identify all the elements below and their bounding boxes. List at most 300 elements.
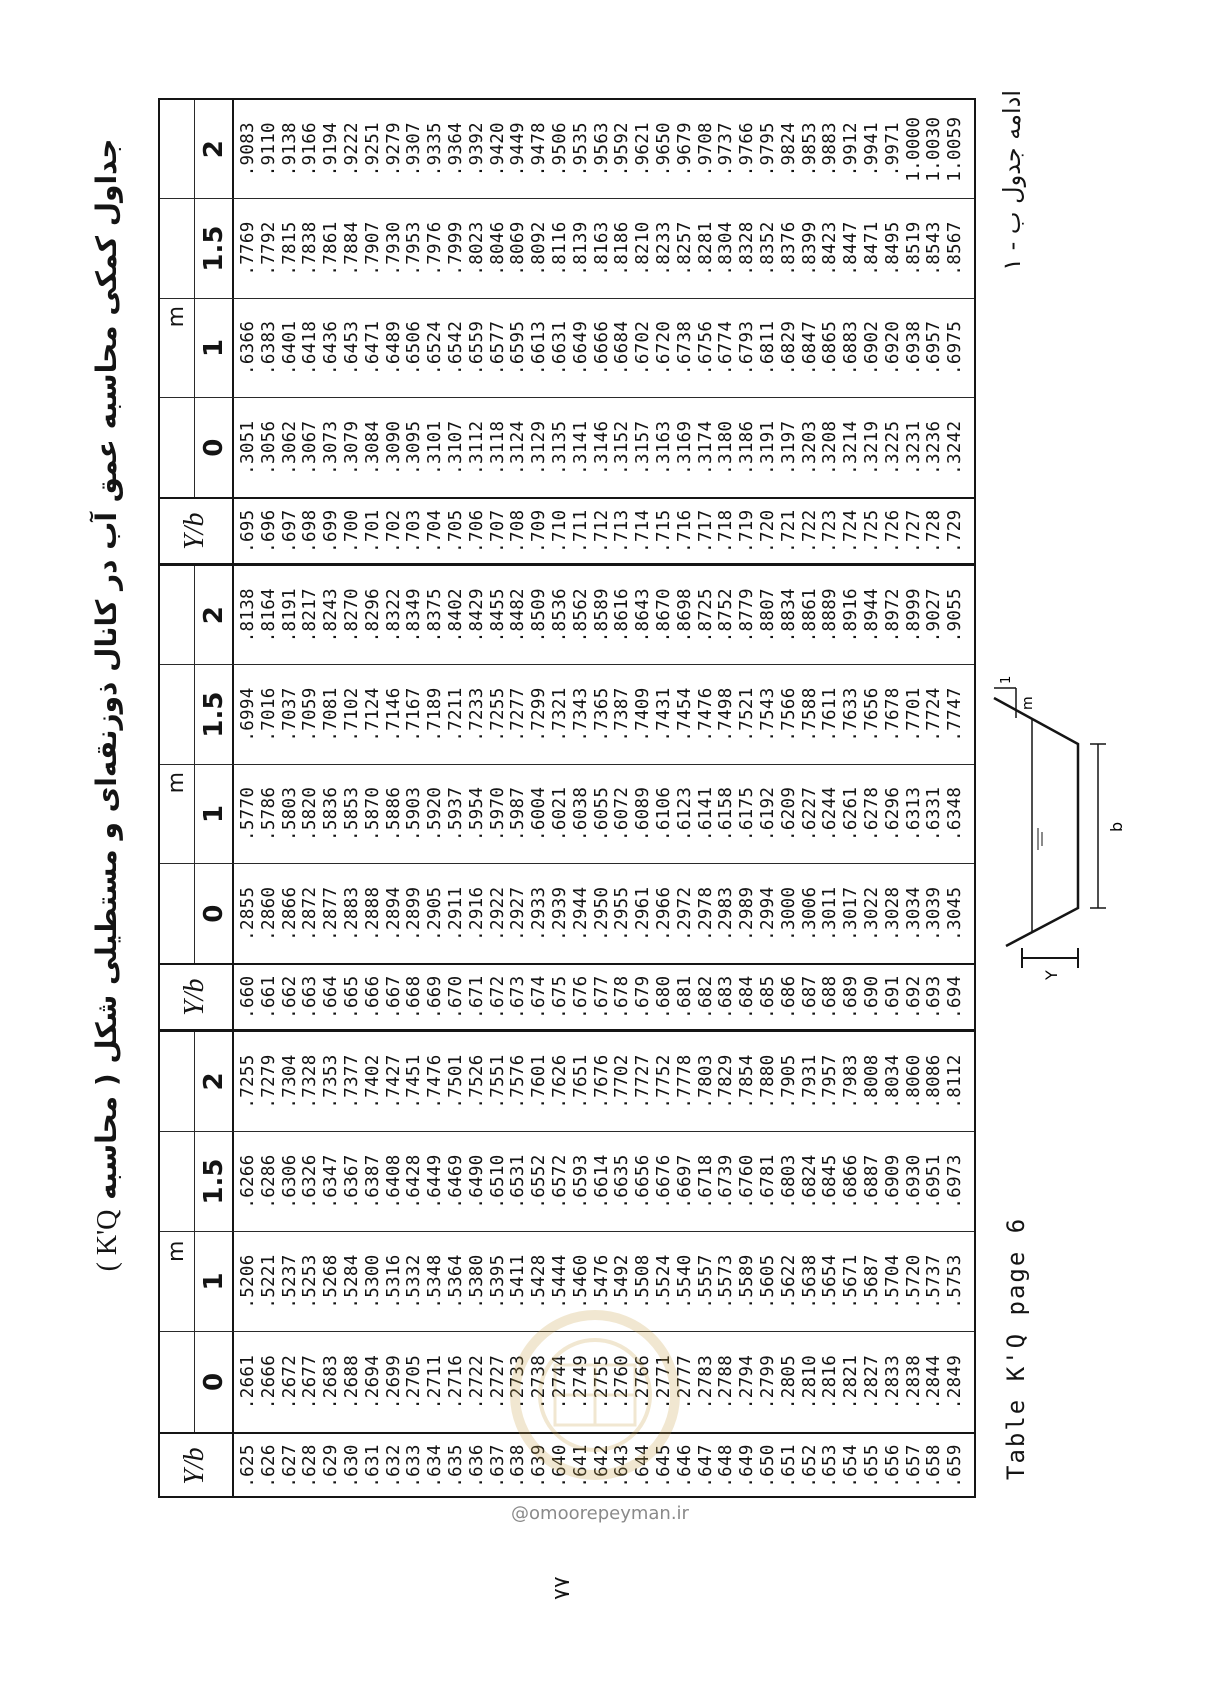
table-cell: .8429 [466, 588, 487, 643]
table-cell: .9621 [633, 122, 654, 177]
yb-cell: .672 [487, 975, 508, 1019]
table-cell: .6593 [570, 1154, 591, 1209]
yb-cell: .713 [612, 509, 633, 553]
yb-cell: .665 [341, 975, 362, 1019]
table-cell: .6278 [861, 786, 882, 841]
yb-cell: .675 [549, 975, 570, 1019]
table-cell: .3000 [778, 886, 799, 941]
yb-cell: .676 [570, 975, 591, 1019]
table-cell: .2978 [695, 886, 716, 941]
table-cell: .2722 [466, 1354, 487, 1410]
table-cell: .7976 [425, 221, 446, 276]
table-cell: .7676 [591, 1054, 612, 1109]
table-cell: .6760 [737, 1154, 758, 1209]
table-cell: .9335 [425, 122, 446, 177]
table-cell: .5870 [362, 786, 383, 841]
yb-header-label: Y/b [179, 512, 210, 550]
table-cell: .8322 [383, 588, 404, 643]
yb-cell: .704 [425, 509, 446, 553]
yb-cell: .630 [341, 1444, 362, 1488]
table-cell: .9392 [466, 122, 487, 177]
table-cell: .2872 [300, 886, 321, 941]
table-cell: .2899 [404, 886, 425, 941]
table-cell: .5589 [737, 1254, 758, 1309]
table-cell: .8536 [549, 588, 570, 643]
table-cell: .7769 [238, 221, 258, 276]
table-cell: .2883 [341, 886, 362, 941]
table-cell: .6469 [445, 1154, 466, 1209]
yb-cell: .721 [778, 509, 799, 553]
m-value-label: 1 [198, 804, 229, 823]
table-cell: .7727 [633, 1054, 654, 1109]
yb-cell: .709 [529, 509, 550, 553]
table-cell: .7081 [321, 687, 342, 742]
table-cell: .3118 [487, 420, 508, 475]
table-cell: .2694 [362, 1354, 383, 1410]
table-cell: .6123 [674, 786, 695, 841]
table-cell: .7476 [695, 687, 716, 742]
table-cell: .8447 [841, 221, 862, 276]
table-cell: .7651 [570, 1054, 591, 1109]
table-cell: .5284 [341, 1254, 362, 1309]
table-cell: .6453 [341, 320, 362, 375]
table-cell: .2849 [945, 1354, 966, 1410]
table-cell: .7526 [466, 1054, 487, 1109]
table-cell: .7803 [695, 1054, 716, 1109]
table-cell: .6408 [383, 1154, 404, 1209]
table-cell: .7983 [841, 1054, 862, 1109]
table-cell: .3006 [799, 886, 820, 941]
table-cell: .2983 [716, 886, 737, 941]
table-cell: .6811 [757, 320, 778, 375]
value-column-m15 [158, 199, 976, 298]
table-cell: .7588 [799, 687, 820, 742]
table-cell: .6824 [799, 1154, 820, 1209]
table-cell: .7884 [341, 221, 362, 276]
yb-cell: .638 [508, 1444, 529, 1488]
table-cell: .8616 [612, 588, 633, 643]
table-cell: .5573 [716, 1254, 737, 1309]
yb-cell: .663 [300, 975, 321, 1019]
yb-cell: .682 [695, 975, 716, 1019]
table-cell: .6261 [841, 786, 862, 841]
table-cell: .3231 [903, 420, 924, 475]
table-cell: .7930 [383, 221, 404, 276]
value-column-m2 [158, 100, 976, 199]
table-cell: .8752 [716, 588, 737, 643]
yb-header-label: Y/b [179, 978, 210, 1016]
table-cell: .5348 [425, 1254, 446, 1309]
table-cell: .3095 [404, 420, 425, 475]
yb-cell: .718 [716, 509, 737, 553]
m-value-label: 1 [198, 1272, 229, 1291]
table-cell: .2771 [653, 1354, 674, 1410]
value-column-m2 [158, 1032, 976, 1132]
yb-cell: .648 [716, 1444, 737, 1488]
yb-cell: .719 [737, 509, 758, 553]
table-cell: .8495 [882, 221, 903, 276]
table-cell: .5853 [341, 786, 362, 841]
table-cell: .7146 [383, 687, 404, 742]
table-cell: .3135 [549, 420, 570, 475]
table-cell: .2888 [362, 886, 383, 941]
table-cell: .5770 [238, 786, 258, 841]
yb-cell: .716 [674, 509, 695, 553]
table-cell: .3079 [341, 420, 362, 475]
yb-cell: .691 [882, 975, 903, 1019]
table-cell: .2972 [674, 886, 695, 941]
table-cell: .9449 [508, 122, 529, 177]
yb-header [158, 1434, 234, 1498]
table-cell: .8116 [549, 221, 570, 276]
yb-cell: .669 [425, 975, 446, 1019]
yb-cell: .647 [695, 1444, 716, 1488]
table-cell: .5268 [321, 1254, 342, 1309]
yb-cell: .643 [612, 1444, 633, 1488]
table-cell: .9194 [321, 122, 342, 177]
table-cell: .7255 [487, 687, 508, 742]
table-cell: .6004 [529, 786, 550, 841]
table-cell: .6676 [653, 1154, 674, 1209]
table-cell: .7353 [321, 1054, 342, 1109]
table-cell: .7255 [238, 1054, 258, 1109]
yb-cell: .632 [383, 1444, 404, 1488]
table-cell: .5720 [903, 1254, 924, 1309]
table-cell: .2783 [695, 1354, 716, 1410]
table-cell: .2705 [404, 1354, 425, 1410]
table-cell: .7498 [716, 687, 737, 742]
table-cell: .9478 [529, 122, 550, 177]
yb-cell: .644 [633, 1444, 654, 1488]
table-cell: .8257 [674, 221, 695, 276]
yb-cell: .689 [841, 975, 862, 1019]
yb-cell: .701 [362, 509, 383, 553]
yb-cell: .710 [549, 509, 570, 553]
table-cell: .3129 [529, 420, 550, 475]
table-cell: .7931 [799, 1054, 820, 1109]
table-cell: .7451 [404, 1054, 425, 1109]
table-cell: .8471 [861, 221, 882, 276]
table-cell: .8807 [757, 588, 778, 643]
m-value-label: 0 [198, 904, 229, 923]
table-cell: .6957 [924, 320, 945, 375]
table-cell: .2661 [238, 1354, 258, 1410]
table-cell: .3028 [882, 886, 903, 941]
yb-cell: .628 [300, 1444, 321, 1488]
value-column-header [158, 566, 234, 664]
table-cell: .6296 [882, 786, 903, 841]
table-caption: Table K'Q page 6 [1002, 1216, 1030, 1480]
table-cell: .9535 [570, 122, 591, 177]
table-cell: .3073 [321, 420, 342, 475]
yb-cell: .722 [799, 509, 820, 553]
table-cell: .5237 [279, 1254, 300, 1309]
table-cell: .6887 [861, 1154, 882, 1209]
table-cell: .6418 [300, 320, 321, 375]
table-cell: .7778 [674, 1054, 695, 1109]
table-cell: .6738 [674, 320, 695, 375]
table-cell: .6902 [861, 320, 882, 375]
table-cell: .3174 [695, 420, 716, 475]
table-cell: .5605 [757, 1254, 778, 1309]
table-cell: .6266 [238, 1154, 258, 1209]
table-cell: .2939 [549, 886, 570, 941]
table-cell: .5687 [861, 1254, 882, 1309]
yb-cell: .677 [591, 975, 612, 1019]
table-cell: .9679 [674, 122, 695, 177]
table-cell: .7829 [716, 1054, 737, 1109]
table-cell: .5970 [487, 786, 508, 841]
table-cell: .7167 [404, 687, 425, 742]
table-cell: .8999 [903, 588, 924, 643]
table-cell: .6449 [425, 1154, 446, 1209]
watermark-logo-icon [470, 1295, 720, 1495]
table-cell: .8402 [445, 588, 466, 643]
table-cell: .8861 [799, 588, 820, 643]
yb-cell: .626 [258, 1444, 279, 1488]
table-cell: .5206 [238, 1254, 258, 1309]
m-value-label: 2 [198, 140, 229, 159]
table-cell: .8191 [279, 588, 300, 643]
table-cell: .6072 [612, 786, 633, 841]
table-cell: .5444 [549, 1254, 570, 1309]
table-cell: .6021 [549, 786, 570, 841]
m-group-label: m [164, 305, 189, 328]
value-column-header [158, 771, 234, 963]
table-cell: .6227 [799, 786, 820, 841]
table-cell: .6595 [508, 320, 529, 375]
table-cell: .3197 [778, 420, 799, 475]
table-cell: .8092 [529, 221, 550, 276]
table-cell: .3084 [362, 420, 383, 475]
yb-cell: .636 [466, 1444, 487, 1488]
table-cell: .9222 [341, 122, 362, 177]
table-cell: .2916 [466, 886, 487, 941]
table-cell: .2894 [383, 886, 404, 941]
yb-cell: .666 [362, 975, 383, 1019]
yb-cell: .641 [570, 1444, 591, 1488]
table-cell: .2777 [674, 1354, 695, 1410]
table-cell: .9420 [487, 122, 508, 177]
yb-cell: .654 [841, 1444, 862, 1488]
table-cell: .3203 [799, 420, 820, 475]
table-cell: .9766 [737, 122, 758, 177]
table-cell: .7633 [841, 687, 862, 742]
table-cell: .7838 [300, 221, 321, 276]
table-cell: .5300 [362, 1254, 383, 1309]
table-cell: .2810 [799, 1354, 820, 1410]
table-cell: .8046 [487, 221, 508, 276]
table-cell: .6209 [778, 786, 799, 841]
table-cell: .7521 [737, 687, 758, 742]
table-cell: .5221 [258, 1254, 279, 1309]
table-cell: .5803 [279, 786, 300, 841]
table-cell: .2950 [591, 886, 612, 941]
table-cell: .7905 [778, 1054, 799, 1109]
table-cell: .7566 [778, 687, 799, 742]
table-cell: .9650 [653, 122, 674, 177]
yb-cell: .671 [466, 975, 487, 1019]
table-cell: .2760 [612, 1354, 633, 1410]
table-cell: .3112 [466, 420, 487, 475]
table-cell: .2905 [425, 886, 446, 941]
table-cell: .8139 [570, 221, 591, 276]
table-block-3 [158, 100, 976, 566]
value-column-header [158, 1232, 234, 1331]
table-cell: .5753 [945, 1254, 966, 1309]
m-value-label: 1.5 [198, 1158, 229, 1205]
table-cell: .6938 [903, 320, 924, 375]
table-cell: .7321 [549, 687, 570, 742]
yb-cell: .723 [820, 509, 841, 553]
table-cell: .5332 [404, 1254, 425, 1309]
table-cell: .9364 [445, 122, 466, 177]
yb-cell: .707 [487, 509, 508, 553]
yb-cell: .634 [425, 1444, 446, 1488]
table-cell: .6702 [633, 320, 654, 375]
table-cell: .9824 [778, 122, 799, 177]
table-cell: .7102 [341, 687, 362, 742]
yb-cell: .703 [404, 509, 425, 553]
yb-cell: .708 [508, 509, 529, 553]
table-cell: .7189 [425, 687, 446, 742]
table-cell: .8519 [903, 221, 924, 276]
value-column-m15 [158, 1132, 976, 1232]
yb-cell: .625 [238, 1444, 258, 1488]
table-cell: .7752 [653, 1054, 674, 1109]
table-cell: .7501 [445, 1054, 466, 1109]
m-value-label: 1.5 [198, 225, 229, 272]
table-cell: .7854 [737, 1054, 758, 1109]
yb-cell: .684 [737, 975, 758, 1019]
table-cell: .9279 [383, 122, 404, 177]
yb-cell: .680 [653, 975, 674, 1019]
table-cell: .2788 [716, 1354, 737, 1410]
trapezoid-channel-diagram [982, 660, 1132, 980]
table-cell: .6106 [653, 786, 674, 841]
table-cell: .6401 [279, 320, 300, 375]
table-cell: .3045 [945, 886, 966, 941]
table-cell: .7880 [757, 1054, 778, 1109]
page-number: ۷۷ [550, 1576, 575, 1600]
table-cell: .8270 [341, 588, 362, 643]
table-cell: .3034 [903, 886, 924, 941]
table-cell: .7702 [612, 1054, 633, 1109]
table-cell: .2989 [737, 886, 758, 941]
table-cell: .8889 [820, 588, 841, 643]
table-cell: .2766 [633, 1354, 654, 1410]
table-cell: .3124 [508, 420, 529, 475]
table-cell: .7402 [362, 1054, 383, 1109]
table-cell: .6829 [778, 320, 799, 375]
yb-cell: .655 [861, 1444, 882, 1488]
table-cell: .5937 [445, 786, 466, 841]
table-cell: .7626 [549, 1054, 570, 1109]
table-cell: .2738 [529, 1354, 550, 1410]
yb-cell: .702 [383, 509, 404, 553]
table-cell: .2844 [924, 1354, 945, 1410]
yb-cell: .724 [841, 509, 862, 553]
table-cell: .3191 [757, 420, 778, 475]
value-column-header [158, 1132, 234, 1231]
table-cell: .7454 [674, 687, 695, 742]
table-cell: .8138 [238, 588, 258, 643]
yb-cell: .640 [549, 1444, 570, 1488]
table-cell: .7211 [445, 687, 466, 742]
yb-cell: .717 [695, 509, 716, 553]
table-cell: .8482 [508, 588, 529, 643]
table-cell: .7611 [820, 687, 841, 742]
table-cell: .7953 [404, 221, 425, 276]
table-cell: .8210 [633, 221, 654, 276]
table-cell: .7543 [757, 687, 778, 742]
table-cell: .5836 [321, 786, 342, 841]
table-cell: .3163 [653, 420, 674, 475]
yb-cell: .661 [258, 975, 279, 1019]
table-cell: .6367 [341, 1154, 362, 1209]
table-cell: .8281 [695, 221, 716, 276]
yb-cell: .656 [882, 1444, 903, 1488]
table-cell: .8643 [633, 588, 654, 643]
table-cell: .2672 [279, 1354, 300, 1410]
table-cell: .2966 [653, 886, 674, 941]
table-cell: .9138 [279, 122, 300, 177]
table-cell: .6909 [882, 1154, 903, 1209]
table-cell: .6951 [924, 1154, 945, 1209]
yb-cell: .706 [466, 509, 487, 553]
value-column-m2 [158, 566, 976, 665]
m-value-label: 0 [198, 1372, 229, 1392]
table-cell: .5364 [445, 1254, 466, 1309]
yb-cell: .651 [778, 1444, 799, 1488]
yb-cell: .712 [591, 509, 612, 553]
table-cell: .6613 [529, 320, 550, 375]
table-cell: .9912 [841, 122, 862, 177]
table-cell: .6975 [945, 320, 966, 375]
table-cell: .6286 [258, 1154, 279, 1209]
table-cell: .8233 [653, 221, 674, 276]
table-cell: .8217 [300, 588, 321, 643]
table-cell: .7792 [258, 221, 279, 276]
yb-cell: .678 [612, 975, 633, 1019]
title-symbol: K'Q ) [92, 1209, 123, 1272]
watermark-text: @omoorepeyman.ir [511, 1503, 689, 1524]
table-cell: .2688 [341, 1354, 362, 1410]
table-cell: .8698 [674, 588, 695, 643]
yb-cell: .687 [799, 975, 820, 1019]
yb-cell: .700 [341, 509, 362, 553]
yb-cell: .673 [508, 975, 529, 1019]
table-cell: .5380 [466, 1254, 487, 1309]
yb-cell: .685 [757, 975, 778, 1019]
table-cell: .6697 [674, 1154, 695, 1209]
table-cell: .3017 [841, 886, 862, 941]
table-cell: .6803 [778, 1154, 799, 1209]
table-cell: .5476 [591, 1254, 612, 1309]
table-cell: .2860 [258, 886, 279, 941]
yb-cell: .705 [445, 509, 466, 553]
table-cell: .5954 [466, 786, 487, 841]
yb-cell: .670 [445, 975, 466, 1019]
table-cell: .6175 [737, 786, 758, 841]
table-cell: .3056 [258, 420, 279, 475]
table-cell: .8543 [924, 221, 945, 276]
table-cell: .7124 [362, 687, 383, 742]
table-cell: .6756 [695, 320, 716, 375]
table-cell: .8779 [737, 588, 758, 643]
kq-table [158, 98, 976, 1498]
table-cell: .6542 [445, 320, 466, 375]
